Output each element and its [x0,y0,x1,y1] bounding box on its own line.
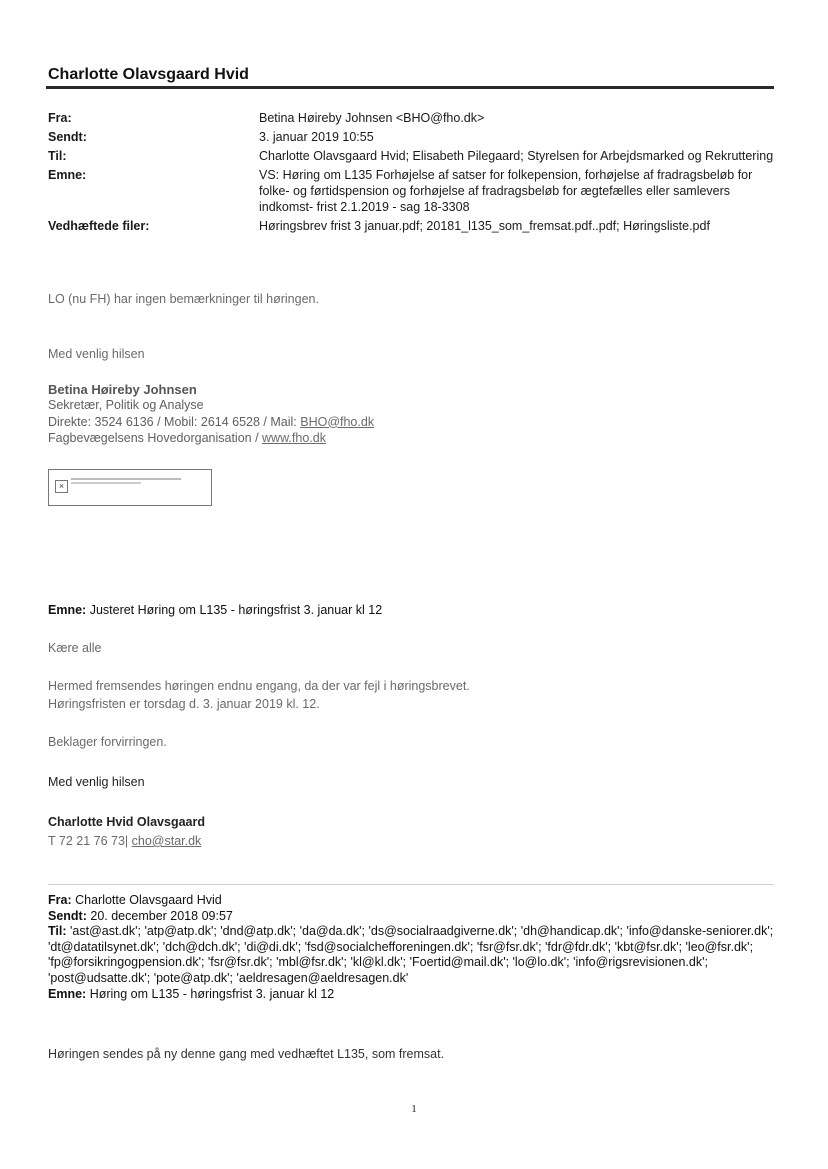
org-prefix: Fagbevægelsens Hovedorganisation / [48,431,263,445]
msg2-subject [48,603,382,617]
header-subject-row [48,167,778,215]
msg2-salutation: Kære alle [48,641,102,655]
fwd-from-label: Fra: [48,893,72,907]
fwd-to-row [48,924,778,986]
msg2-signature-name: Charlotte Hvid Olavsgaard [48,815,205,829]
fwd-subject-label: Emne: [48,986,87,1001]
signature-email-link[interactable]: BHO@fho.dk [300,414,375,429]
subject-value: VS: Høring om L135 Forhøjelse af satser for folkepension, forhøjelse af fradragsbeløb for folke- og førtidspension og forhøjelse af fradragsbeløb for ægtefælles eller samlevers indkomst- frist 2.1.2019 - sag 18-3308 [259,168,753,214]
signature-name: Betina Høireby Johnsen [48,382,197,397]
msg2-subject-label: Emne: [48,603,87,617]
to-value: Charlotte Olavsgaard Hvid; Elisabeth Pilegaard; Styrelsen for Arbejdsmarked og Rekruttering [259,149,774,163]
to-label: Til: [48,149,67,163]
broken-image-placeholder [48,469,212,506]
reply-greeting: Med venlig hilsen [48,347,145,361]
fwd-sent-row [48,909,778,925]
placeholder-line [71,478,181,480]
forwarded-header [48,893,778,1002]
reply-text: LO (nu FH) har ingen bemærkninger til høringen. [48,292,319,306]
attachments-value: Høringsbrev frist 3 januar.pdf; 20181_l135_som_fremsat.pdf..pdf; Høringsliste.pdf [259,219,710,233]
header-sent-row [48,129,778,145]
from-label: Fra: [48,111,72,125]
forwarded-body: Høringen sendes på ny denne gang med vedhæftet L135, som fremsat. [48,1047,445,1061]
placeholder-line [71,482,141,484]
msg2-email-link[interactable]: cho@star.dk [131,834,202,848]
msg2-line-3: Beklager forvirringen. [48,735,167,749]
msg2-signature-contact [48,834,201,848]
msg2-line-1: Hermed fremsendes høringen endnu engang, da der var fejl i høringsbrevet. [48,679,470,693]
broken-image-icon: × [55,480,68,493]
fwd-sent-value: 20. december 2018 09:57 [90,908,233,923]
email-header [48,110,778,237]
fwd-to-value: 'ast@ast.dk'; 'atp@atp.dk'; 'dnd@atp.dk'; 'da@da.dk'; 'ds@socialraadgiverne.dk'; 'dh@handicap.dk'; 'info@danske-seniorer.dk'; 'dt@datatilsynet.dk'; 'dch@dch.dk'; 'di@di.dk'; 'fsd@socialchefforeningen.dk'; 'fsr@fsr.dk'; 'fdr@fdr.dk'; 'kbt@fsr.dk'; 'leo@fsr.dk'; 'fp@forsikringogpension.dk'; 'fsr@fsr.dk'; 'mbl@fsr.dk'; 'kl@kl.dk'; 'Foertid@mail.dk'; 'lo@lo.dk'; 'info@rigsrevisionen.dk'; 'post@udsatte.dk'; 'pote@atp.dk'; 'aeldresagen@aeldresagen.dk' [48,924,774,985]
fwd-subject-row [48,987,778,1003]
subject-label: Emne: [48,168,87,182]
sent-label: Sendt: [48,130,87,144]
document-title: Charlotte Olavsgaard Hvid [48,66,249,83]
msg2-subject-value: Justeret Høring om L135 - høringsfrist 3. januar kl 12 [89,603,383,617]
from-value: Betina Høireby Johnsen <BHO@fho.dk> [259,111,485,125]
fwd-from-row [48,893,778,909]
signature-org [48,430,374,447]
title-divider [46,86,774,89]
header-attachments-row [48,218,778,234]
page-number: 1 [411,1103,417,1115]
fwd-from-value: Charlotte Olavsgaard Hvid [75,893,222,907]
header-to-row [48,148,778,164]
fwd-subject-value: Høring om L135 - høringsfrist 3. januar kl 12 [89,986,335,1001]
fwd-to-label: Til: [48,924,67,939]
signature-web-link[interactable]: www.fho.dk [262,431,326,445]
contact-prefix: Direkte: 3524 6136 / Mobil: 2614 6528 / Mail: [48,414,301,429]
signature-title: Sekretær, Politik og Analyse [48,398,204,412]
signature-contact [48,414,374,431]
forward-divider [48,884,774,885]
signature-block-1 [48,382,374,447]
attachments-label: Vedhæftede filer: [48,219,150,233]
fwd-sent-label: Sendt: [48,908,87,923]
sent-value: 3. januar 2019 10:55 [259,130,374,144]
msg2-line-2: Høringsfristen er torsdag d. 3. januar 2019 kl. 12. [48,697,320,711]
msg2-phone: T 72 21 76 73| [48,834,132,848]
msg2-greeting: Med venlig hilsen [48,775,145,789]
header-from-row [48,110,778,126]
